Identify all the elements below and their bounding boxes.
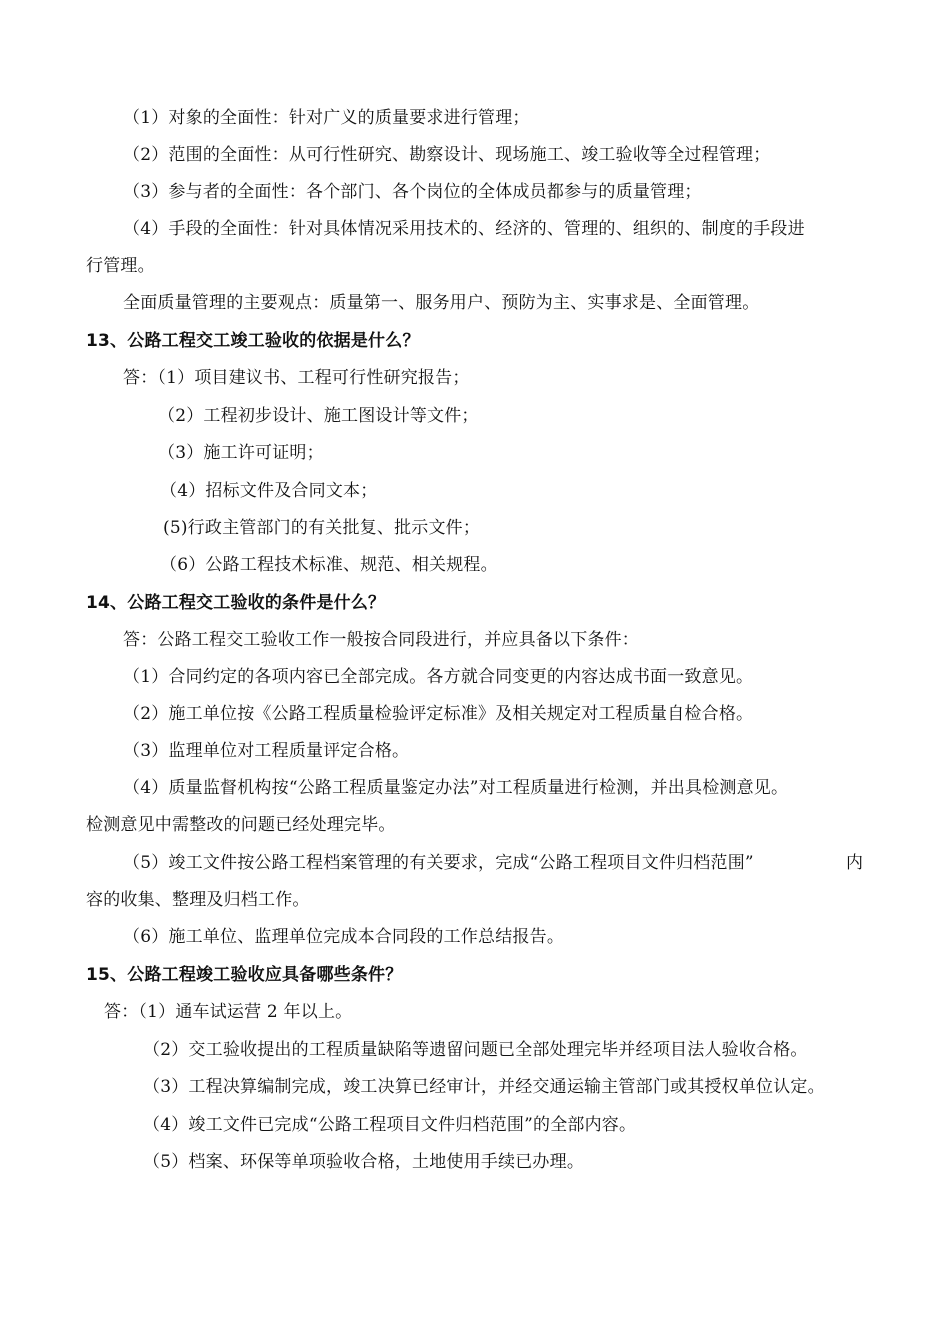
q14-item-2: （2）施工单位按《公路工程质量检验评定标准》及相关规定对工程质量自检合格。 [123, 704, 754, 724]
intro-item-4-line-1: （4）手段的全面性：针对具体情况采用技术的、经济的、管理的、组织的、制度的手段进 [123, 219, 805, 239]
q13-heading: 13、公路工程交工竣工验收的依据是什么？ [86, 331, 420, 351]
q15-answer-item-3: （3）工程决算编制完成，竣工决算已经审计，并经交通运输主管部门或其授权单位认定。 [143, 1077, 825, 1097]
intro-item-2: （2）范围的全面性：从可行性研究、勘察设计、现场施工、竣工验收等全过程管理； [123, 145, 771, 165]
q14-item-4-line-2: 检测意见中需整改的问题已经处理完毕。 [86, 815, 396, 835]
intro-item-3: （3）参与者的全面性：各个部门、各个岗位的全体成员都参与的质量管理； [123, 182, 702, 202]
q15-answer-item-2: （2）交工验收提出的工程质量缺陷等遗留问题已全部处理完毕并经项目法人验收合格。 [143, 1040, 808, 1060]
q14-item-1: （1）合同约定的各项内容已全部完成。各方就合同变更的内容达成书面一致意见。 [123, 667, 754, 687]
q15-answer-item-4: （4）竣工文件已完成“公路工程项目文件归档范围”的全部内容。 [143, 1115, 637, 1135]
q14-item-5-line-2: 容的收集、整理及归档工作。 [86, 890, 310, 910]
q14-item-5-line-1: （5）竣工文件按公路工程档案管理的有关要求，完成“公路工程项目文件归档范围” [123, 853, 754, 873]
q14-item-3: （3）监理单位对工程质量评定合格。 [123, 741, 410, 761]
q15-answer-item-1: 答：（1）通车试运营 2 年以上。 [104, 1002, 353, 1022]
q13-answer-item-6: （6）公路工程技术标准、规范、相关规程。 [160, 555, 498, 575]
q15-heading: 15、公路工程竣工验收应具备哪些条件？ [86, 965, 403, 985]
q14-item-4-line-1: （4）质量监督机构按“公路工程质量鉴定办法”对工程质量进行检测，并出具检测意见。 [123, 778, 789, 798]
intro-summary: 全面质量管理的主要观点：质量第一、服务用户、预防为主、实事求是、全面管理。 [123, 293, 760, 313]
intro-item-1: （1）对象的全面性：针对广义的质量要求进行管理； [123, 108, 530, 128]
q13-answer-item-3: （3）施工许可证明； [158, 443, 324, 463]
q14-item-6: （6）施工单位、监理单位完成本合同段的工作总结报告。 [123, 927, 565, 947]
q13-answer-item-1: 答：（1）项目建议书、工程可行性研究报告； [123, 368, 470, 388]
q13-answer-item-4: （4）招标文件及合同文本； [160, 481, 378, 501]
q13-answer-item-5: (5)行政主管部门的有关批复、批示文件； [163, 518, 481, 538]
intro-item-4-line-2: 行管理。 [86, 256, 155, 276]
q14-item-5-line-1-end: 内 [846, 853, 864, 873]
q14-answer: 答：公路工程交工验收工作一般按合同段进行，并应具备以下条件： [123, 630, 639, 650]
q13-answer-item-2: （2）工程初步设计、施工图设计等文件； [158, 406, 479, 426]
q14-heading: 14、公路工程交工验收的条件是什么？ [86, 593, 386, 613]
q15-answer-item-5: （5）档案、环保等单项验收合格，土地使用手续已办理。 [143, 1152, 585, 1172]
